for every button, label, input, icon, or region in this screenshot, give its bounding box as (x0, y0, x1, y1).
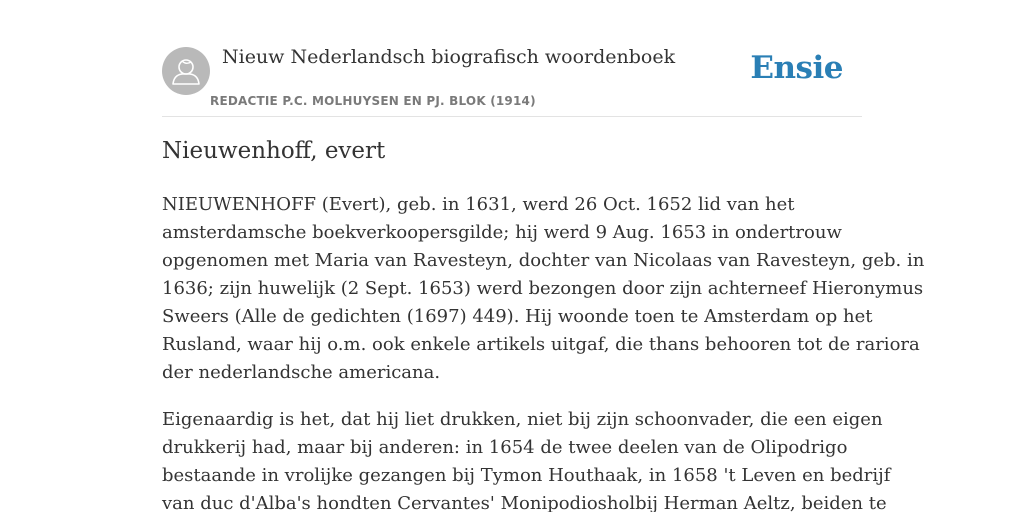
paragraph-line: 1636; zijn huwelijk (2 Sept. 1653) werd bezongen door zijn achterneef Hieronymus (162, 278, 924, 299)
article (162, 138, 925, 512)
paragraph-line: amsterdamsche boekverkoopersgilde; hij werd 9 Aug. 1653 in ondertrouw (162, 222, 842, 243)
article-paragraph (162, 406, 891, 512)
article-title: Nieuwenhoff, evert (162, 138, 386, 164)
user-avatar-icon (162, 47, 210, 95)
paragraph-line: van duc d'Alba's hondten Cervantes' Monipodiosholbij Herman Aeltz, beiden te (162, 493, 887, 512)
article-paragraph (162, 191, 925, 387)
paragraph-line: NIEUWENHOFF (Evert), geb. in 1631, werd 26 Oct. 1652 lid van het (162, 194, 795, 215)
paragraph-line: bestaande in vrolijke gezangen bij Tymon Houthaak, in 1658 't Leven en bedrijf (162, 465, 891, 486)
ensie-logo[interactable]: Ensie (750, 50, 843, 86)
paragraph-line: Eigenaardig is het, dat hij liet drukken, niet bij zijn schoonvader, die een eigen (162, 409, 883, 430)
paragraph-line: drukkerij had, maar bij anderen: in 1654 de twee deelen van de Olipodrigo (162, 437, 848, 458)
page-header (162, 40, 862, 117)
book-title[interactable]: Nieuw Nederlandsch biografisch woordenboek (222, 46, 676, 68)
paragraph-line: opgenomen met Maria van Ravesteyn, dochter van Nicolaas van Ravesteyn, geb. in (162, 250, 925, 271)
paragraph-line: der nederlandsche americana. (162, 362, 441, 383)
paragraph-line: Rusland, waar hij o.m. ook enkele artikels uitgaf, die thans behooren tot de rariora (162, 334, 920, 355)
paragraph-line: Sweers (Alle de gedichten (1697) 449). Hij woonde toen te Amsterdam op het (162, 306, 873, 327)
book-editors: REDACTIE P.C. MOLHUYSEN EN PJ. BLOK (1914) (210, 94, 536, 108)
